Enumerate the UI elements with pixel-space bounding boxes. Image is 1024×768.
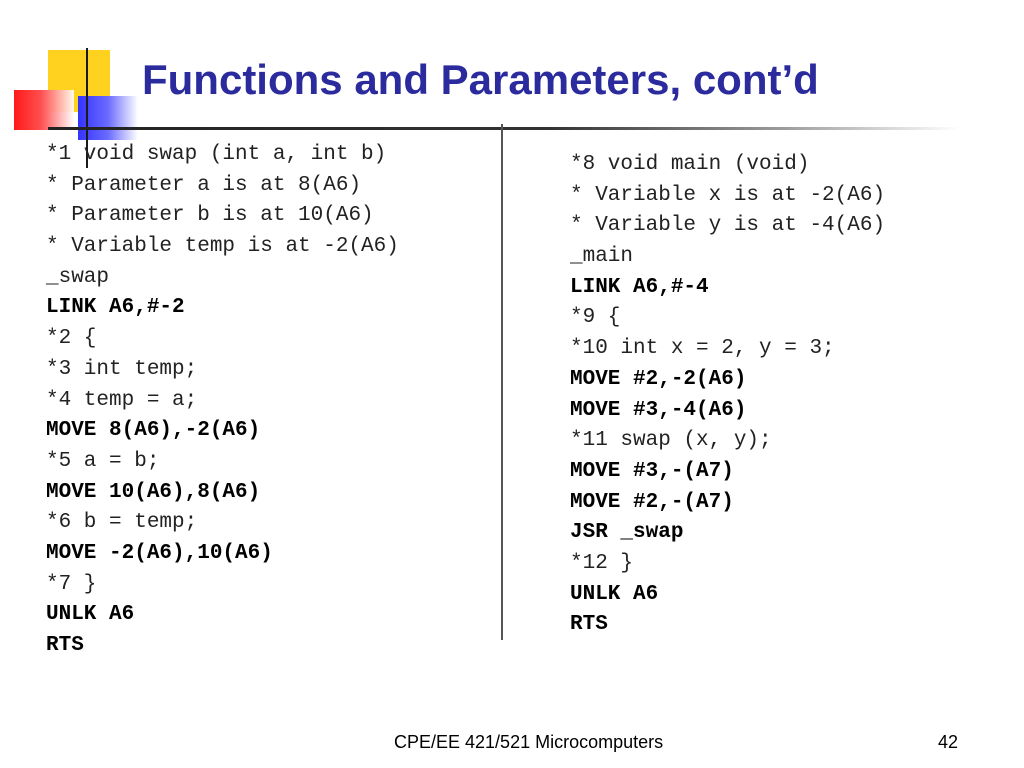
c-source-comment-line: *1 void swap (int a, int b) <box>46 143 387 166</box>
c-source-comment-line: * Variable x is at -2(A6) <box>570 183 886 207</box>
c-source-comment-line: *11 swap (x, y); <box>570 429 772 453</box>
title-underline <box>48 127 960 130</box>
asm-instruction-line: MOVE #3,-(A7) <box>570 459 734 483</box>
asm-instruction-line: RTS <box>46 634 84 657</box>
asm-instruction-line: MOVE 8(A6),-2(A6) <box>46 419 261 443</box>
c-source-comment-line: *4 temp = a; <box>46 388 198 412</box>
right-code-listing <box>570 150 885 641</box>
asm-instruction-line: LINK A6,#-2 <box>46 296 185 320</box>
c-source-comment-line: * Parameter a is at 8(A6) <box>46 173 362 197</box>
asm-instruction-line: LINK A6,#-4 <box>570 275 709 299</box>
c-source-comment-line: * Parameter b is at 10(A6) <box>46 204 374 228</box>
left-code-listing <box>46 140 399 662</box>
asm-instruction-line: MOVE -2(A6),10(A6) <box>46 541 273 565</box>
asm-instruction-line: UNLK A6 <box>46 603 135 627</box>
c-source-comment-line: _swap <box>46 265 110 289</box>
c-source-comment-line: *9 { <box>570 306 621 330</box>
asm-instruction-line: MOVE #2,-2(A6) <box>570 367 747 391</box>
c-source-comment-line: *8 void main (void) <box>570 153 810 176</box>
decor-red-square <box>14 90 74 130</box>
c-source-comment-line: *10 int x = 2, y = 3; <box>570 337 835 361</box>
asm-instruction-line: MOVE #3,-4(A6) <box>570 398 747 422</box>
column-divider <box>501 124 503 640</box>
c-source-comment-line: * Variable temp is at -2(A6) <box>46 235 399 259</box>
c-source-comment-line: *6 b = temp; <box>46 511 198 535</box>
slide-title: Functions and Parameters, cont’d <box>142 56 819 103</box>
asm-instruction-line: MOVE #2,-(A7) <box>570 490 734 514</box>
asm-instruction-line: RTS <box>570 613 608 637</box>
asm-instruction-line: MOVE 10(A6),8(A6) <box>46 480 261 504</box>
asm-instruction-line: JSR _swap <box>570 521 684 545</box>
footer-page-number: 42 <box>938 732 959 752</box>
c-source-comment-line: *12 } <box>570 551 634 575</box>
c-source-comment-line: *7 } <box>46 572 97 596</box>
c-source-comment-line: *2 { <box>46 327 97 351</box>
c-source-comment-line: *3 int temp; <box>46 357 198 381</box>
asm-instruction-line: UNLK A6 <box>570 582 659 606</box>
c-source-comment-line: *5 a = b; <box>46 449 160 473</box>
footer-course-title: CPE/EE 421/521 Microcomputers <box>394 732 664 752</box>
c-source-comment-line: * Variable y is at -4(A6) <box>570 214 886 238</box>
c-source-comment-line: _main <box>570 245 634 269</box>
